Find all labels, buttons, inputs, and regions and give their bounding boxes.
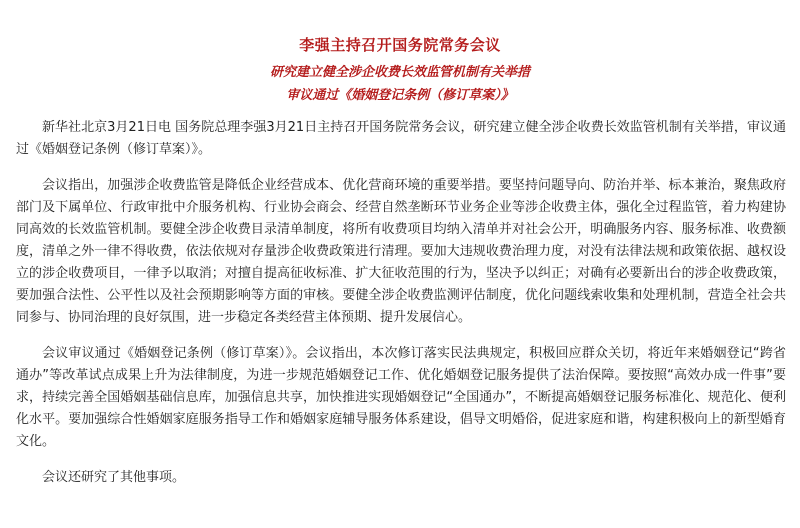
paragraph-lead: 新华社北京3月21日电 国务院总理李强3月21日主持召开国务院常务会议，研究建立健全涉企收费长效监管机制有关举措，审议通过《婚姻登记条例（修订草案）》。 — [16, 120, 786, 157]
article-body — [16, 117, 786, 503]
article-subheadline-1: 研究建立健全涉企收费长效监管机制有关举措 — [269, 65, 530, 80]
paragraph-other-matters: 会议还研究了其他事项。 — [42, 470, 186, 485]
paragraph-marriage-regulation: 会议审议通过《婚姻登记条例（修订草案）》。会议指出，本次修订落实民法典规定，积极回应群众关切，将近年来婚姻登记“跨省通办”等改革试点成果上升为法律制度，为进一步规范婚姻登记工作、优化婚姻登记服务提供了法治保障。要按照“高效办成一件事”要求，持续完善全国婚姻基础信息库，加强信息共享，加快推进实现婚姻登记“全国通办”，不断提高婚姻登记服务标准化、规范化、便利化水平。要加强综合性婚姻家庭服务指导工作和婚姻家庭辅导服务体系建设，倡导文明婚俗，促进家庭和谐，构建积极向上的新型婚育文化。 — [16, 346, 786, 449]
article-subheadline-2: 审议通过《婚姻登记条例（修订草案）》 — [286, 88, 514, 103]
paragraph-fee-supervision: 会议指出，加强涉企收费监管是降低企业经营成本、优化营商环境的重要举措。要坚持问题导向、防治并举、标本兼治，聚焦政府部门及下属单位、行政审批中介服务机构、行业协会商会、经营自然垄断环节业务企业等涉企收费主体，强化全过程监管，着力构建协同高效的长效监管机制。要健全涉企收费目录清单制度，将所有收费项目均纳入清单并对社会公开，明确服务内容、服务标准、收费额度，清单之外一律不得收费，依法依规对存量涉企收费政策进行清理。要加大违规收费治理力度，对没有法律法规和政策依据、越权设立的涉企收费项目，一律予以取消；对擅自提高征收标准、扩大征收范围的行为，坚决予以纠正；对确有必要新出台的涉企收费政策，要加强合法性、公平性以及社会预期影响等方面的审核。要健全涉企收费监测评估制度，优化问题线索收集和处理机制，营造全社会共同参与、协同治理的良好氛围，进一步稳定各类经营主体预期、提升发展信心。 — [16, 178, 786, 325]
article-headline: 李强主持召开国务院常务会议 — [299, 36, 501, 54]
